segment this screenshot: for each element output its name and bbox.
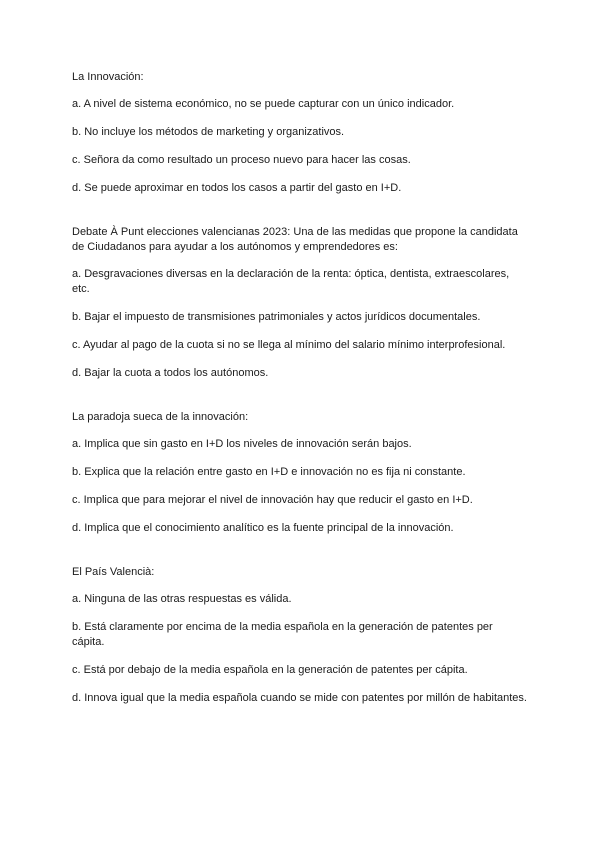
question-pais-valencia <box>72 565 528 706</box>
answer-option-d: d. Se puede aproximar en todos los casos a partir del gasto en I+D. <box>72 182 402 194</box>
question-stem: La paradoja sueca de la innovación: <box>72 411 249 423</box>
answer-option-b: b. Explica que la relación entre gasto en I+D e innovación no es fija ni constante. <box>72 466 466 478</box>
answer-option-b: b. Está claramente por encima de la media española en la generación de patentes per cápita. <box>72 621 493 648</box>
answer-option-a: a. A nivel de sistema económico, no se puede capturar con un único indicador. <box>72 98 455 110</box>
answer-option-a: a. Ninguna de las otras respuestas es válida. <box>72 593 292 605</box>
answer-option-c: c. Está por debajo de la media española en la generación de patentes per cápita. <box>72 664 468 676</box>
answer-option-a: a. Desgravaciones diversas en la declaración de la renta: óptica, dentista, extraescolares, etc. <box>72 268 510 295</box>
answer-option-b: b. Bajar el impuesto de transmisiones patrimoniales y actos jurídicos documentales. <box>72 311 481 323</box>
answer-option-b: b. No incluye los métodos de marketing y organizativos. <box>72 126 345 138</box>
question-paradoja-sueca <box>72 410 528 536</box>
answer-option-d: d. Innova igual que la media española cuando se mide con patentes por millón de habitantes. <box>72 692 527 704</box>
question-stem: Debate À Punt elecciones valencianas 2023: Una de las medidas que propone la candidata de Ciudadanos para ayudar a los autónomos y emprendedores es: <box>72 226 518 253</box>
answer-option-c: c. Señora da como resultado un proceso nuevo para hacer las cosas. <box>72 154 411 166</box>
question-stem: La Innovación: <box>72 71 144 83</box>
answer-option-a: a. Implica que sin gasto en I+D los niveles de innovación serán bajos. <box>72 438 412 450</box>
answer-option-d: d. Implica que el conocimiento analítico es la fuente principal de la innovación. <box>72 522 454 534</box>
question-innovacion <box>72 70 528 196</box>
answer-option-d: d. Bajar la cuota a todos los autónomos. <box>72 367 269 379</box>
answer-option-c: c. Implica que para mejorar el nivel de innovación hay que reducir el gasto en I+D. <box>72 494 473 506</box>
question-stem: El País Valencià: <box>72 566 155 578</box>
question-debate-a-punt <box>72 225 528 381</box>
answer-option-c: c. Ayudar al pago de la cuota si no se llega al mínimo del salario mínimo interprofesional. <box>72 339 506 351</box>
